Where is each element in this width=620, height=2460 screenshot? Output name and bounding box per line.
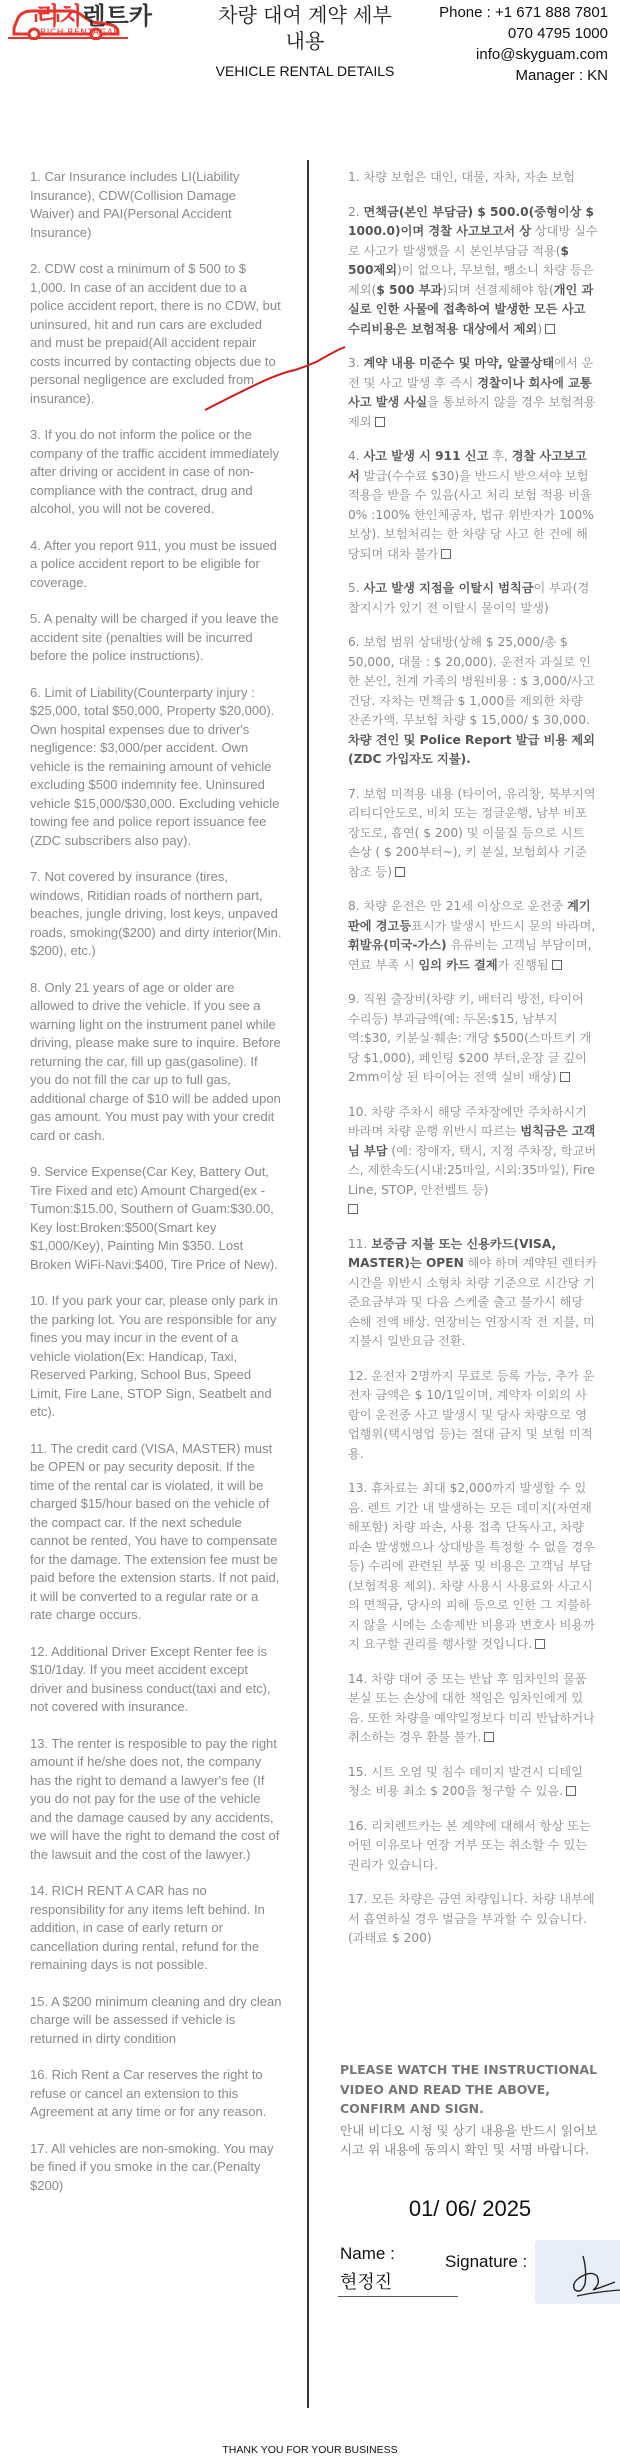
agree-checkbox-8[interactable] <box>552 960 562 970</box>
agree-checkbox-4[interactable] <box>441 549 451 559</box>
document-title-korean: 차량 대여 계약 세부내용 <box>218 3 392 53</box>
clause-en-5: 5. A penalty will be charged if you leave the accident site (penalties will be incurred before the police instructions). <box>30 611 279 663</box>
clause-ko-1: 1. 차량 보험은 대인, 대물, 자차, 자손 보험 <box>348 170 575 184</box>
clause-en-15: 15. A $200 minimum cleaning and dry clean charge will be assessed if vehicle is returned in dirty condition <box>30 1993 282 2046</box>
clause-ko-16: 16. 리치렌트카는 본 계약에 대해서 항상 또는 어떤 이유로나 연장 거부 또는 취소할 수 있는 권리가 있습니다. <box>348 1818 591 1872</box>
handwritten-signature-icon <box>535 2240 620 2304</box>
clause-en-7: 7. Not covered by insurance (tires, windows, Ritidian roads of northern part, beaches, jungle driving, lost keys, unpaved roads, smoking($200) and dirty interior(Min. $200), etc.) <box>30 869 282 958</box>
signing-instructions <box>340 2060 600 2160</box>
logo-subtitle: RICH RENTAGAR <box>40 28 121 38</box>
clause-ko-14: 14. 차량 대여 중 또는 반납 후 임차인의 물품 분실 또는 손상에 대한 책임은 임차인에게 있음. 또한 차량을 예약일정보다 미리 반납하거나 취소하는 경우 환불 불가. <box>348 1671 595 1744</box>
english-terms-column <box>30 168 282 2213</box>
agree-checkbox-13[interactable] <box>535 1639 545 1649</box>
name-label: Name : <box>340 2244 395 2263</box>
clause-en-8: 8. Only 21 years of age or older are allowed to drive the vehicle. If you see a warning light on the instrument panel while driving, please make sure to inquire. Before returning the car, fill up gas(gasoline). If you do not fill the car up to full gas, additional charge of $10 will be added upon gas amount. You must pay with your credit card or cash. <box>30 979 281 1143</box>
agree-checkbox-2[interactable] <box>545 324 555 334</box>
clause-ko-5: 5. 사고 발생 지점을 이탈시 범칙금이 부과(경찰지시가 있기 전 이탈시 물이익 발생) <box>348 581 590 615</box>
logo-text-red: 리치 <box>36 2 83 30</box>
clause-en-17: 17. All vehicles are non-smoking. You may be fined if you smoke in the car.(Penalty $200) <box>30 2140 274 2193</box>
agree-checkbox-10[interactable] <box>348 1204 358 1214</box>
phone-secondary: 070 4795 1000 <box>507 25 608 42</box>
instructions-korean: 안내 비디오 시청 및 상기 내용을 반드시 읽어보시고 위 내용에 동의시 확인 및 서명 바랍니다. <box>340 2122 598 2157</box>
clause-ko-15: 15. 시트 오염 및 침수 데미지 발견시 디테일 청소 비용 최소 $ 200을 청구할 수 있음. <box>348 1764 583 1798</box>
korean-terms-column <box>348 168 598 1964</box>
agree-checkbox-7[interactable] <box>395 867 405 877</box>
clause-ko-6: 6. 보험 범위 상대방(상해 $ 25,000/총 $ 50,000, 대물 : $ 20,000). 운전자 과실로 인한 본인, 친계 가족의 병원비용 : $ 3,000/사고건당. 자차는 면책금 $ 1,000를 제외한 차량 잔존가액. 무보험 차량 $ 15,000/ $ 30,000. 차량 견인 및 Police Report 발급 비용 제외 (ZDC 가입자도 지불). <box>348 635 595 766</box>
column-divider <box>307 160 309 2408</box>
clause-en-9: 9. Service Expense(Car Key, Battery Out, Tire Fixed and etc) Amount Charged(ex - Tumon:$15.00, Southern of Guam:$30.00, Key lost:Broken:$500(Smart key $1,000/Key), Painting Min $350. Lost Broken WiFi-Navi:$400, Tire Price of New). <box>30 1164 278 1272</box>
clause-ko-2: 2. 면책금(본인 부담금) $ 500.0(중형이상 $ 1000.0)이며 경찰 사고보고서 상 상대방 실수로 사고가 발생했을 시 본인부담금 적용($ 500제외)이 없으나, 무보험, 뺑소니 차량 등은 제외($ 500 부과)되며 선결제해야 함(개인 과실로 인한 사물에 접촉하여 발생한 모든 사고 수리비용은 보험적용 대상에서 제외) <box>348 204 598 336</box>
clause-ko-9: 9. 직원 출장비(차량 키, 배터리 방전, 타이어 수리등) 부과금액(예: 두몬:$15, 남부지역:$30, 키분실·훼손: 개당 $500(스마트키 개당 $1,000), 페인팅 $200 부터,운장 글 깊이 2mm이상 된 타이어는 전액 실비 배상) <box>348 992 592 1084</box>
clause-en-10: 10. If you park your car, please only park in the parking lot. You are responsible for any fines you may incur in the event of a vehicle violation(Ex: Handicap, Taxi, Reserved Parking, School Bus, Speed Limit, Fire Lane, STOP Sign, Seatbelt and etc). <box>30 1293 278 1419</box>
email: info@skyguam.com <box>476 46 608 63</box>
signature-field[interactable] <box>535 2240 620 2304</box>
clause-en-1: 1. Car Insurance includes LI(Liability Insurance), CDW(Collision Damage Waiver) and PAI(Personal Accident Insurance) <box>30 169 240 240</box>
phone-primary: Phone : +1 671 888 7801 <box>439 4 608 21</box>
document-title-english: VEHICLE RENTAL DETAILS <box>215 63 395 79</box>
signature-label: Signature : <box>445 2252 528 2271</box>
clause-en-2: 2. CDW cost a minimum of $ 500 to $ 1,000. In case of an accident due to a police accident report, there is no CDW, but uninsured, hit and run cars are excluded and must be prepaid(All accident repair costs incurred by contacting objects due to personal negligence are excluded from insurance). <box>30 261 281 406</box>
footer-thank-you: THANK YOU FOR YOUR BUSINESS <box>222 2444 398 2456</box>
clause-en-13: 13. The renter is resposible to pay the right amount if he/she does not, the company has the right to demand a lawyer's fee (If you do not pay for the use of the vehicle and the damage caused by any accidents, we will have the right to demand the cost of the lawsuit and the cost of the lawyer.) <box>30 1735 280 1862</box>
agree-checkbox-3[interactable] <box>375 417 385 427</box>
agree-checkbox-15[interactable] <box>566 1786 576 1796</box>
clause-ko-12: 12. 운전자 2명까지 무료로 등록 가능, 추가 운전자 금액은 $ 10/1일이며, 계약자 이외의 사람이 운전중 사고 발생시 및 당사 차량으로 영업행위(택시영업 등)는 절대 금지 및 보험 미적용. <box>348 1368 595 1461</box>
signing-date: 01/ 06/ 2025 <box>408 2196 532 2221</box>
manager: Manager : KN <box>515 67 608 84</box>
instructions-english: PLEASE WATCH THE INSTRUCTIONAL VIDEO AND READ THE ABOVE, CONFIRM AND SIGN. <box>340 2062 598 2116</box>
clause-en-16: 16. Rich Rent a Car reserves the right to refuse or cancel an extension to this Agreement at any time or for any reason. <box>30 2067 267 2119</box>
clause-ko-3: 3. 계약 내용 미준수 및 마약, 알콜상태에서 운전 및 사고 발생 후 즉시 경찰이나 회사에 교통 사고 발생 사실을 통보하지 않을 경우 보험적용 제외 <box>348 356 596 429</box>
clause-en-11: 11. The credit card (VISA, MASTER) must be OPEN or pay security deposit. If the time of the rental car is violated, it will be charged $15/hour based on the vehicle of the compact car. If the next schedule cannot be rented, You have to compensate for the damage. The extension fee must be paid before the extension starts. If not paid, it will be converted to a regular rate or a rate charge occurs. <box>30 1440 280 1622</box>
logo-text-dark: 렌트카 <box>82 2 152 30</box>
contact-info <box>439 2 608 86</box>
clause-ko-7: 7. 보험 미적용 내용 (타이어, 유리창, 북부지역 리티디안도로, 비치 또는 정글운행, 남부 비포장도로, 흡연( $ 200) 및 이물질 등으로 시트 손상 ( $ 200부터~), 키 분실, 보험회사 기준 참조 등) <box>348 786 596 879</box>
clause-en-14: 14. RICH RENT A CAR has no responsibility for any items left behind. In addition, in case of early return or cancellation during rental, refund for the remaining days is not possible. <box>30 1883 265 1972</box>
clause-en-6: 6. Limit of Liability(Counterparty injury : $25,000, total $50,000, Property $20,000). Own hospital expenses due to driver's negligence: $3,000/per accident. Own vehicle is the remaining amount of vehicle excluding $500 indemnity fee. Uninsured vehicle $15,000/$30,000. Excluding vehicle towing fee and police report issuance fee (ZDC subscribers also pay). <box>30 684 280 848</box>
clause-ko-4: 4. 사고 발생 시 911 신고 후, 경찰 사고보고서 발급(수수료 $30)을 반드시 받으셔야 보험 적용을 받을 수 있음(사고 처리 보험 적용 비율 0% :100% 한인체공자, 법규 위반자가 100% 보상). 보험처리는 한 차량 당 사고 한 건에 해당되며 대차 불가 <box>348 449 594 561</box>
clause-en-3: 3. If you do not inform the police or the company of the traffic accident immediately after driving or accident in case of non-compliance with the contract, drug and alcohol, you will not be covered. <box>30 427 280 516</box>
company-logo <box>8 2 152 40</box>
clause-ko-13: 13. 휴차료는 최대 $2,000까지 발생할 수 있음. 렌트 기간 내 발생하는 모든 데미지(자연재해포함) 차량 파손, 사용 접촉 단독사고, 차량 파손 발생했으나 상대방을 특정할 수 없을 경우 등) 수리에 관련된 부품 및 비용은 고객님 부담(보험적용 제외). 차량 사용시 사용료와 사고시의 면책금, 당사의 피해 등으로 인한 그 지불하지 않을 시에는 소송제반 비용과 변호사 비용까지 요구할 권리를 행사할 것입니다. <box>348 1481 595 1651</box>
clause-ko-10: 10. 차량 주차시 해당 주차장에만 주차하시기 바라며 차량 운행 위반시 따르는 범칙금은 고객님 부담 (예: 장애자, 택시, 지정 주차장, 학교버스, 제한속도(시내:25마일, 시외:35마일), Fire Line, STOP, 안전벨트 등) <box>348 1103 598 1220</box>
renter-name: 현정진 <box>340 2272 393 2293</box>
clause-ko-8: 8. 차량 운전은 만 21세 이상으로 운전중 계기판에 경고등표시가 발생시 반드시 문의 바라며, 휘발유(미국-가스) 유류비는 고객님 부담이며, 연료 부족 시 임의 카드 결제가 진행됨 <box>348 899 596 972</box>
clause-en-12: 12. Additional Driver Except Renter fee is $10/1day. If you meet accident except driver and business conduct(taxi and etc), not covered with insurance. <box>30 1643 271 1714</box>
name-underline <box>338 2296 458 2297</box>
agree-checkbox-9[interactable] <box>560 1072 570 1082</box>
agree-checkbox-14[interactable] <box>484 1732 494 1742</box>
header <box>0 0 620 95</box>
clause-en-4: 4. After you report 911, you must be issued a police accident report to be eligible for coverage. <box>30 537 277 590</box>
clause-ko-11: 11. 보증금 지불 또는 신용카드(VISA, MASTER)는 OPEN 해야 하며 계약된 렌터카 시간을 위반시 소형차 차량 기준으로 시간당 기준요금부과 및 다음 스케줄 출고 불가시 해당 손해 전액 배상. 연장비는 연장시작 전 지불, 미지불시 일반요금 전환. <box>348 1236 597 1348</box>
clause-ko-17: 17. 모든 차량은 금연 차량입니다. 차량 내부에서 흡연하실 경우 벌금을 부과할 수 있습니다. (과태료 $ 200) <box>348 1892 595 1945</box>
